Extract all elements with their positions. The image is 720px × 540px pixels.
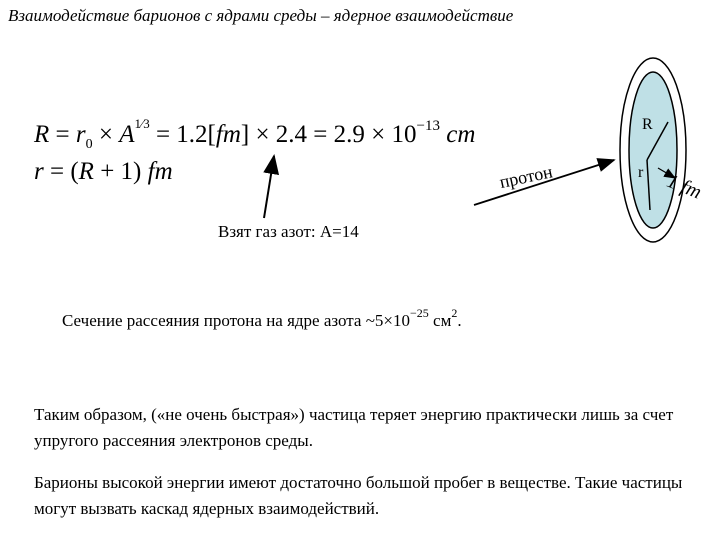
radius-r-label: r [638,164,644,181]
slide-title: Взаимодействие барионов с ядрами среды – ядерное взаимодействие [8,6,514,25]
radius-R-label: R [642,116,653,133]
proton-label: протон [497,161,555,193]
nuclear-radius-formula: $R = r_0 \times A^{1⁄3} = 1.2[fm] \times 2.4 = 2.9 \times 10^{-13}$ cm [34,116,476,152]
gas-label: Взят газ азот: А=14 [218,222,359,241]
effective-radius-formula: r = (R + 1) fm [34,158,173,185]
one-fm-label: 1 fm [663,170,705,204]
paragraph-hadron-cascade: Барионы высокой энергии имеют достаточно большой пробег в веществе. Такие частицы могут вызвать каскад ядерных взаимодействий. [34,473,683,518]
cross-section-text: Сечение рассеяния протона на ядре азота $\sim 5\times 10^{-25}$ $см^2$. [62,306,462,330]
paragraph-electron-scattering: Таким образом, («не очень быстрая») частица теряет энергию практически лишь за счет упругого рассеяния электронов среды. [34,405,674,450]
pointer-arrow [264,156,274,218]
